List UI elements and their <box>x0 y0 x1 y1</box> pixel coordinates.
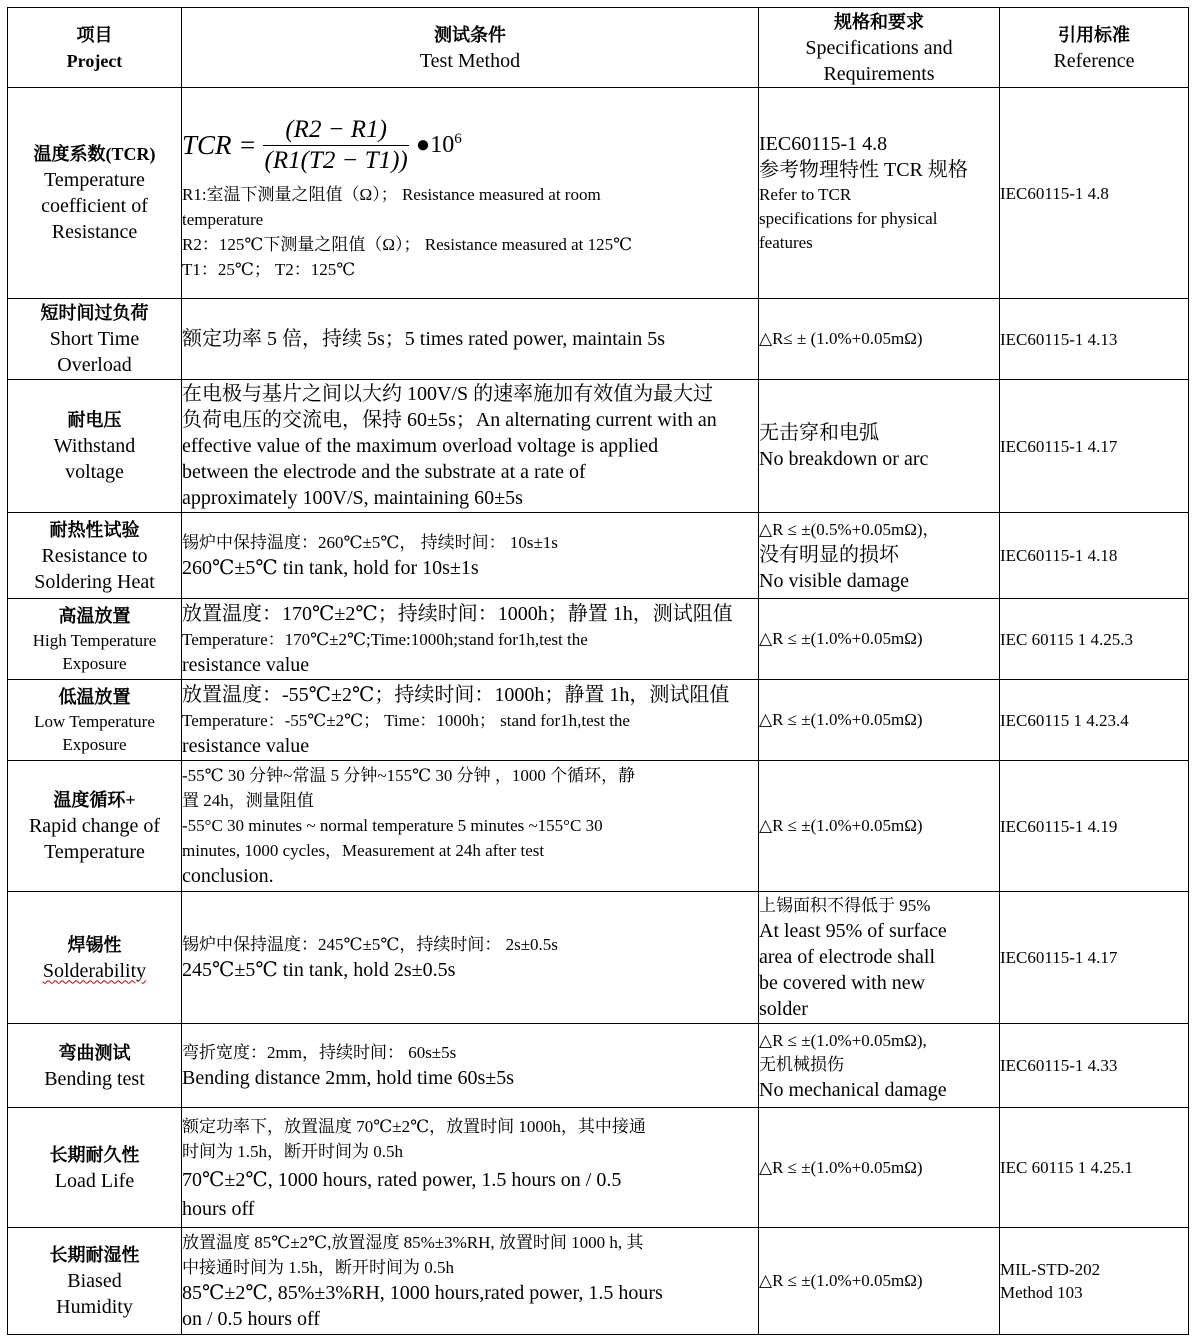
requirement-cell: △R ≤ ±(1.0%+0.05mΩ) <box>759 1108 1000 1228</box>
reference-cell: IEC 60115 1 4.25.1 <box>1000 1108 1189 1228</box>
method-cell: 在电极与基片之间以大约 100V/S 的速率施加有效值为最大过 负荷电压的交流电，保持 60±5s；An alternating current with an effective value of the maximum overload voltage is applied between the electrode and the substrate at a rate of approximately 100V/S, maintaining 60±5s <box>182 380 759 513</box>
reference-cell: MIL-STD-202 Method 103 <box>1000 1228 1189 1335</box>
reference-cell: IEC60115-1 4.17 <box>1000 892 1189 1024</box>
specification-table <box>7 7 1189 1335</box>
project-cell: 短时间过负荷 Short Time Overload <box>8 299 182 380</box>
reference-cell: IEC60115-1 4.13 <box>1000 299 1189 380</box>
project-cell: 温度循环+ Rapid change of Temperature <box>8 761 182 892</box>
requirement-cell: △R ≤ ±(1.0%+0.05mΩ) <box>759 599 1000 680</box>
table-row <box>8 1228 1189 1335</box>
formula-factor: $●10^6$ <box>415 131 462 158</box>
method-cell: 锡炉中保持温度：245℃±5℃，持续时间： 2s±0.5s 245℃±5℃ tin tank, hold 2s±0.5s <box>182 892 759 1024</box>
project-cell: 低温放置 Low Temperature Exposure <box>8 680 182 761</box>
method-cell: 放置温度：170℃±2℃；持续时间：1000h；静置 1h，测试阻值 Temperature：170℃±2℃;Time:1000h;stand for1h,test the resistance value <box>182 599 759 680</box>
table-row <box>8 1108 1189 1228</box>
method-cell: 放置温度：-55℃±2℃；持续时间：1000h；静置 1h，测试阻值 Temperature：-55℃±2℃； Time：1000h； stand for1h,test the resistance value <box>182 680 759 761</box>
table-row <box>8 299 1189 380</box>
reference-cell: IEC60115-1 4.19 <box>1000 761 1189 892</box>
project-cell: 弯曲测试 Bending test <box>8 1024 182 1108</box>
method-cell: 放置温度 85℃±2℃,放置湿度 85%±3%RH, 放置时间 1000 h, 其 中接通时间为 1.5h，断开时间为 0.5h 85℃±2℃, 85%±3%RH, 1000 hours,rated power, 1.5 hours on / 0.5 hours off <box>182 1228 759 1335</box>
reference-cell: IEC60115-1 4.17 <box>1000 380 1189 513</box>
project-cell: 耐电压 Withstand voltage <box>8 380 182 513</box>
method-cell: -55℃ 30 分钟~常温 5 分钟~155℃ 30 分钟 ，1000 个循环，静 置 24h，测量阻值 -55°C 30 minutes ~ normal temperature 5 minutes ~155°C 30 minutes, 1000 cycles，Measurement at 24h after test conclusion. <box>182 761 759 892</box>
requirement-cell: △R ≤ ±(1.0%+0.05mΩ) <box>759 761 1000 892</box>
solderability-label: Solderability <box>42 959 147 982</box>
project-cell: 长期耐久性 Load Life <box>8 1108 182 1228</box>
table-row <box>8 892 1189 1024</box>
header-reference: 引用标准 Reference <box>1000 8 1189 88</box>
requirement-cell: △R ≤ ±(1.0%+0.05mΩ) <box>759 1228 1000 1335</box>
table-row <box>8 1024 1189 1108</box>
tcr-formula: TCR = $\frac{(R2 - R1)}{(R1(T2 - T1))}$ $●10^6$ <box>182 115 462 174</box>
requirement-cell: △R≤ ± (1.0%+0.05mΩ) <box>759 299 1000 380</box>
requirement-cell: IEC60115-1 4.8 参考物理特性 TCR 规格 Refer to TCR specifications for physical features <box>759 88 1000 299</box>
table-row <box>8 513 1189 599</box>
requirement-cell: 无击穿和电弧 No breakdown or arc <box>759 380 1000 513</box>
formula-fraction: $\frac{(R2 - R1)}{(R1(T2 - T1))}$ <box>264 115 408 174</box>
reference-cell: IEC60115 1 4.23.4 <box>1000 680 1189 761</box>
method-cell: 额定功率下，放置温度 70℃±2℃，放置时间 1000h，其中接通 时间为 1.5h，断开时间为 0.5h 70℃±2℃, 1000 hours, rated power, 1.5 hours on / 0.5 hours off <box>182 1108 759 1228</box>
reference-cell: IEC60115-1 4.8 <box>1000 88 1189 299</box>
project-cell: 长期耐湿性 Biased Humidity <box>8 1228 182 1335</box>
table-row <box>8 599 1189 680</box>
requirement-cell: △R ≤ ±(1.0%+0.05mΩ), 无机械损伤 No mechanical damage <box>759 1024 1000 1108</box>
table-row <box>8 88 1189 299</box>
header-row <box>8 8 1189 88</box>
method-cell: TCR = $\frac{(R2 - R1)}{(R1(T2 - T1))}$ $●10^6$ R1:室温下测量之阻值（Ω）； Resistance measured at room temperature R2：125℃下测量之阻值（Ω）； Resistance measured at 125℃ T1：25℃； T2：125℃ <box>182 88 759 299</box>
header-requirements: 规格和要求 Specifications and Requirements <box>759 8 1000 88</box>
reference-cell: IEC 60115 1 4.25.3 <box>1000 599 1189 680</box>
project-cell: 耐热性试验 Resistance to Soldering Heat <box>8 513 182 599</box>
reference-cell: IEC60115-1 4.33 <box>1000 1024 1189 1108</box>
table-row <box>8 680 1189 761</box>
method-cell: 额定功率 5 倍，持续 5s；5 times rated power, maintain 5s <box>182 299 759 380</box>
table-row <box>8 761 1189 892</box>
requirement-cell: △R ≤ ±(0.5%+0.05mΩ)， 没有明显的损坏 No visible damage <box>759 513 1000 599</box>
project-cell: 焊锡性 Solderability <box>8 892 182 1024</box>
table-row <box>8 380 1189 513</box>
header-project: 项目 Project <box>8 8 182 88</box>
project-cell: 高温放置 High Temperature Exposure <box>8 599 182 680</box>
requirement-cell: △R ≤ ±(1.0%+0.05mΩ) <box>759 680 1000 761</box>
header-test-method: 测试条件 Test Method <box>182 8 759 88</box>
requirement-cell: 上锡面积不得低于 95% At least 95% of surface area of electrode shall be covered with new solder <box>759 892 1000 1024</box>
method-cell: 锡炉中保持温度：260℃±5℃， 持续时间： 10s±1s 260℃±5℃ tin tank, hold for 10s±1s <box>182 513 759 599</box>
reference-cell: IEC60115-1 4.18 <box>1000 513 1189 599</box>
project-cell: 温度系数(TCR) Temperature coefficient of Resistance <box>8 88 182 299</box>
method-cell: 弯折宽度：2mm，持续时间： 60s±5s Bending distance 2mm, hold time 60s±5s <box>182 1024 759 1108</box>
